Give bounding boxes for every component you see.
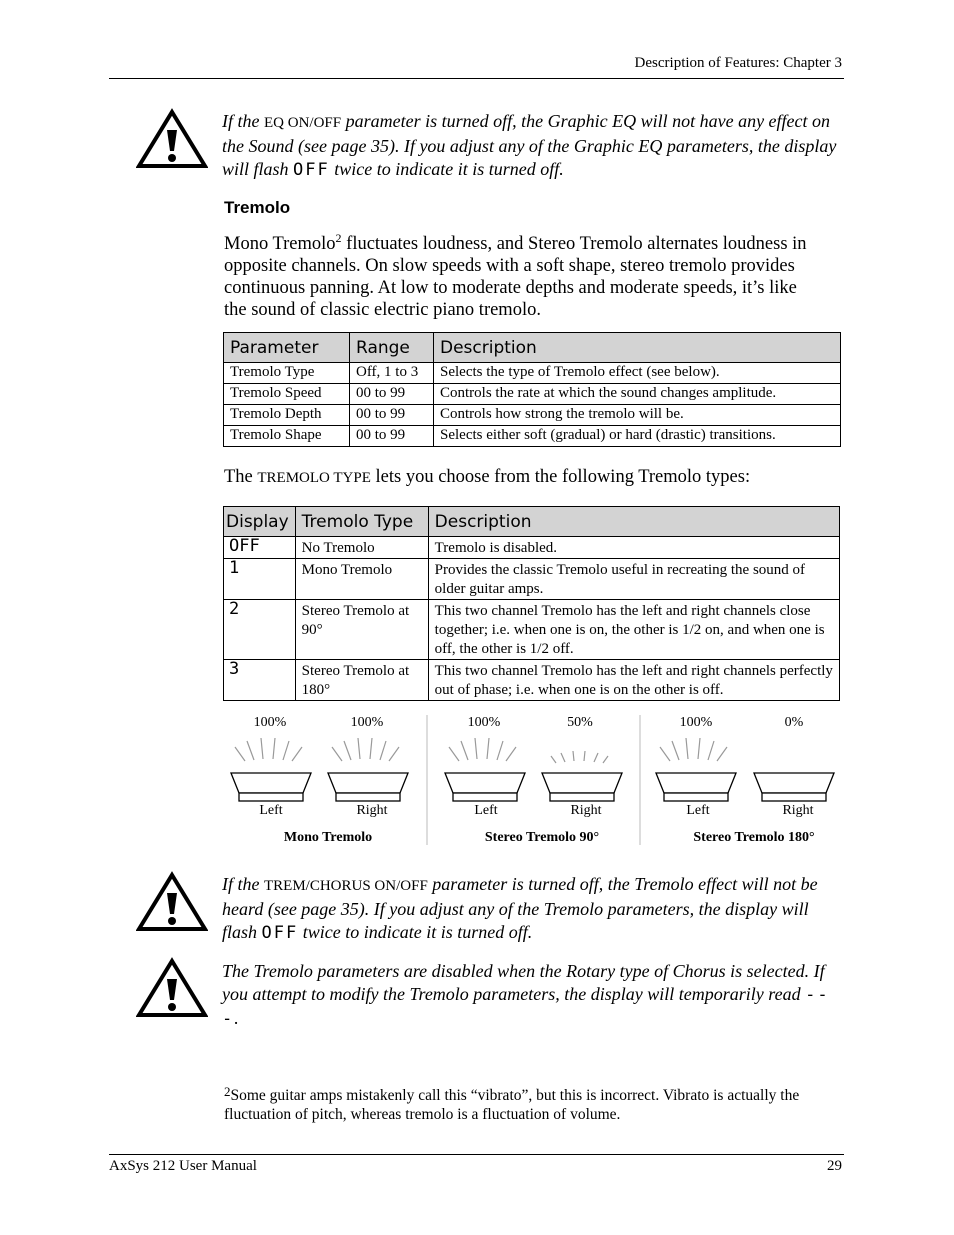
channel-label: Right xyxy=(782,803,814,818)
chapter-header: Description of Features: Chapter 3 xyxy=(634,55,842,71)
table-row xyxy=(224,384,841,405)
table-cell: Controls the rate at which the sound changes amplitude. xyxy=(434,384,841,405)
col-header: Tremolo Type xyxy=(295,507,428,537)
table-cell: Stereo Tremolo at 90° xyxy=(295,600,428,660)
col-header: Range xyxy=(350,333,434,363)
header-rule xyxy=(109,78,844,79)
level-label: 100% xyxy=(679,715,713,730)
table-cell: Tremolo Shape xyxy=(224,426,350,447)
warning-icon xyxy=(136,957,208,1019)
display-cell: 2 xyxy=(224,600,296,660)
sound-rays-icon xyxy=(332,738,399,761)
display-cell: 1 xyxy=(224,559,296,600)
channel-label: Left xyxy=(259,803,283,818)
channel-label: Right xyxy=(570,803,602,818)
manual-title: AxSys 212 User Manual xyxy=(109,1158,257,1174)
speaker-left-icon xyxy=(231,773,311,801)
diagram-caption: Stereo Tremolo 180° xyxy=(693,830,815,845)
table-row xyxy=(224,660,840,701)
col-header: Description xyxy=(428,507,839,537)
table-row xyxy=(224,600,840,660)
table-row xyxy=(224,405,841,426)
table-cell: Tremolo Depth xyxy=(224,405,350,426)
tremolo-intro: Mono Tremolo$^2$ fluctuates loudness, and Stereo Tremolo alternates loudness in opposite channels. On slow speeds with a soft shape, stereo tremolo provides continuous panning. At low to moderate depths and moderate speeds, it’s like the sound of classic electric piano tremolo. xyxy=(224,231,807,321)
channel-label: Left xyxy=(686,803,710,818)
table-cell: Tremolo Type xyxy=(224,363,350,384)
table-cell: Tremolo is disabled. xyxy=(428,537,839,559)
level-label: 100% xyxy=(253,715,287,730)
table-cell: Off, 1 to 3 xyxy=(350,363,434,384)
footer-rule xyxy=(109,1154,844,1155)
table-cell: This two channel Tremolo has the left and right channels perfectly out of phase; i.e. when one is on the other is off. xyxy=(428,660,839,701)
speaker-left-icon xyxy=(656,773,736,801)
table-cell: This two channel Tremolo has the left and right channels close together; i.e. when one is on, the other is 1/2 on, and when one is off, the other is 1/2 off. xyxy=(428,600,839,660)
sound-rays-icon xyxy=(449,738,516,761)
col-header: Parameter xyxy=(224,333,350,363)
eq-warning-text: If the EQ ON/OFF parameter is turned off, the Graphic EQ will not have any effect on the Sound (see page 35). If you adjust any of the Graphic EQ parameters, the display will flash OFF twice to indicate it is turned off. xyxy=(222,111,837,180)
table-cell: Selects the type of Tremolo effect (see below). xyxy=(434,363,841,384)
sound-rays-half-icon xyxy=(551,751,608,763)
level-label: 100% xyxy=(350,715,384,730)
level-label: 100% xyxy=(467,715,501,730)
footnote: $^2$Some guitar amps mistakenly call this “vibrato”, but this is incorrect. Vibrato is actually the fluctuation of pitch, whereas tremolo is a fluctuation of volume. xyxy=(224,1084,800,1123)
table-row xyxy=(224,537,840,559)
channel-label: Right xyxy=(356,803,388,818)
table-cell: 00 to 99 xyxy=(350,426,434,447)
speaker-right-icon xyxy=(328,773,408,801)
tremolo-type-table xyxy=(223,506,840,701)
trem-warning-text: If the TREM/CHORUS ON/OFF parameter is turned off, the Tremolo effect will not be heard (see page 35). If you adjust any of the Tremolo parameters, the display will flash OFF twice to indicate it is turned off. xyxy=(222,874,818,943)
stereo-90-group xyxy=(445,738,622,801)
channel-label: Left xyxy=(474,803,498,818)
footnote-marker: 2 xyxy=(224,1084,231,1099)
table-row xyxy=(224,363,841,384)
speaker-left-icon xyxy=(445,773,525,801)
warning-icon xyxy=(136,108,208,170)
col-header: Display xyxy=(224,507,296,537)
speaker-right-icon xyxy=(542,773,622,801)
footnote-ref: 2 xyxy=(335,231,342,245)
type-intro: The TREMOLO TYPE lets you choose from the following Tremolo types: xyxy=(224,467,751,487)
table-cell: Controls how strong the tremolo will be. xyxy=(434,405,841,426)
stereo-180-group xyxy=(656,738,834,801)
diagram-caption: Stereo Tremolo 90° xyxy=(484,830,600,845)
diagram-caption: Mono Tremolo xyxy=(283,830,373,845)
sound-rays-icon xyxy=(660,738,727,761)
display-cell: 3 xyxy=(224,660,296,701)
table-cell: Selects either soft (gradual) or hard (drastic) transitions. xyxy=(434,426,841,447)
col-header: Description xyxy=(434,333,841,363)
table-cell: No Tremolo xyxy=(295,537,428,559)
page-number: 29 xyxy=(827,1158,842,1174)
speaker-right-icon xyxy=(754,773,834,801)
table-cell: Tremolo Speed xyxy=(224,384,350,405)
sound-rays-icon xyxy=(235,738,302,761)
table-cell: Provides the classic Tremolo useful in recreating the sound of older guitar amps. xyxy=(428,559,839,600)
table-row xyxy=(224,426,841,447)
table-cell: 00 to 99 xyxy=(350,405,434,426)
level-label: 0% xyxy=(784,715,804,730)
parameter-table xyxy=(223,332,841,447)
table-cell: 00 to 99 xyxy=(350,384,434,405)
table-cell: Mono Tremolo xyxy=(295,559,428,600)
table-row xyxy=(224,559,840,600)
warning-icon xyxy=(136,871,208,933)
mono-tremolo-group xyxy=(231,738,408,801)
display-cell: OFF xyxy=(224,537,296,559)
rotary-warning-text: The Tremolo parameters are disabled when the Rotary type of Chorus is selected. If you attempt to modify the Tremolo parameters, the display will temporarily read ---. xyxy=(222,961,830,1029)
table-cell: Stereo Tremolo at 180° xyxy=(295,660,428,701)
level-label: 50% xyxy=(567,715,593,730)
section-title: Tremolo xyxy=(224,198,291,217)
